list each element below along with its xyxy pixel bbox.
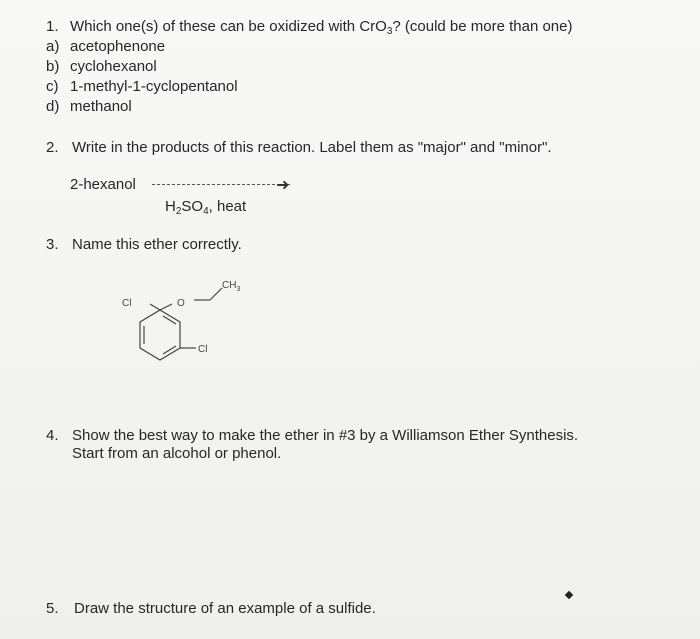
oxygen-label: O bbox=[177, 298, 185, 309]
question-2-text: Write in the products of this reaction. Label them as "major" and "minor". bbox=[72, 139, 552, 156]
benzene-ring bbox=[140, 310, 180, 360]
reagent-label bbox=[165, 198, 246, 221]
reaction-arrow-shaft bbox=[152, 184, 290, 187]
reagent-sub-2: 4 bbox=[203, 206, 209, 217]
option-d bbox=[46, 98, 132, 116]
reagent-sub-1: 2 bbox=[175, 206, 182, 217]
option-c-text: 1-methyl-1-cyclopentanol bbox=[70, 78, 238, 95]
option-a-letter: a) bbox=[46, 38, 60, 55]
question-3 bbox=[46, 236, 242, 254]
question-4-number: 4. bbox=[46, 427, 59, 444]
reagent-h: H bbox=[165, 198, 176, 215]
reaction-arrow-head-icon: ➜ bbox=[276, 177, 290, 194]
ink-dot-mark bbox=[565, 591, 573, 599]
option-b bbox=[46, 58, 157, 76]
reactant-label: 2-hexanol bbox=[70, 176, 136, 193]
question-4-line-1 bbox=[46, 427, 578, 445]
question-1-text bbox=[70, 18, 573, 35]
reagent-heat: , heat bbox=[208, 198, 247, 215]
question-5-text: Draw the structure of an example of a sulfide. bbox=[74, 600, 376, 617]
option-d-text: methanol bbox=[70, 98, 132, 115]
option-c-letter: c) bbox=[46, 78, 59, 95]
reagent-so: SO bbox=[181, 198, 204, 215]
question-5-number: 5. bbox=[46, 600, 59, 617]
question-3-text: Name this ether correctly. bbox=[72, 236, 242, 253]
question-1-text-main: Which one(s) of these can be oxidized with CrO bbox=[70, 18, 387, 35]
option-c bbox=[46, 78, 238, 96]
question-1-text-tail: ? (could be more than one) bbox=[392, 18, 573, 35]
option-a bbox=[46, 38, 165, 56]
question-1-number: 1. bbox=[46, 18, 59, 35]
question-1-subscript: 3 bbox=[386, 26, 393, 37]
question-4-line-2: Start from an alcohol or phenol. bbox=[72, 445, 282, 462]
ether-structure-diagram bbox=[110, 270, 280, 380]
question-2 bbox=[46, 139, 552, 157]
methyl-label: $CH_3$ bbox=[222, 280, 241, 293]
question-2-number: 2. bbox=[46, 139, 59, 156]
option-b-text: cyclohexanol bbox=[70, 58, 157, 75]
chlorine-top-label: Cl bbox=[122, 298, 132, 309]
question-5 bbox=[46, 600, 376, 618]
chlorine-right-label: Cl bbox=[198, 344, 208, 355]
option-d-letter: d) bbox=[46, 98, 60, 115]
question-3-number: 3. bbox=[46, 236, 59, 253]
option-b-letter: b) bbox=[46, 58, 60, 75]
option-a-text: acetophenone bbox=[70, 38, 166, 55]
question-4-text-1: Show the best way to make the ether in #3 by a Williamson Ether Synthesis. bbox=[72, 427, 579, 444]
